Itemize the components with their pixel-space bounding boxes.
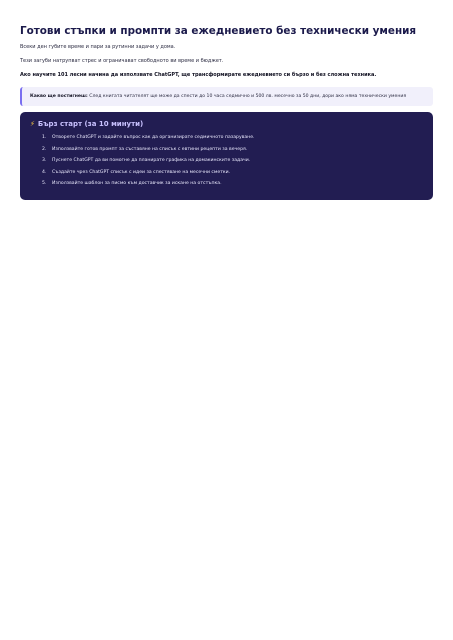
step-text: Използвайте шаблон за писмо към доставчик за искане на отстъпка. xyxy=(52,181,222,186)
step-text: Пуснете ChatGPT да ви помогне да планирате графика на домакинските задачи. xyxy=(52,158,251,163)
list-item xyxy=(42,155,421,167)
quick-start-header xyxy=(30,120,421,128)
step-number: 5. xyxy=(42,181,47,186)
lightning-icon: ⚡ xyxy=(30,120,35,128)
step-number: 3. xyxy=(42,158,47,163)
step-text: Отворете ChatGPT и задайте въпрос как да организирате седмичното пазаруване. xyxy=(52,135,255,140)
step-number: 1. xyxy=(42,135,47,140)
intro-paragraph-2: Тези загуби натрупват стрес и ограничават свободното ви време и бюджет. xyxy=(20,58,224,64)
list-item xyxy=(42,178,421,190)
outcome-callout xyxy=(20,87,433,106)
list-item xyxy=(42,144,421,156)
step-text: Създайте чрез ChatGPT списък с идеи за спестяване на месечни сметки. xyxy=(52,169,231,175)
callout-label: Какво ще постигнеш: xyxy=(30,94,88,99)
list-item xyxy=(42,167,421,179)
step-number: 4. xyxy=(42,169,47,175)
intro-paragraph-1: Всеки ден губите време и пари за рутинни задачи у дома. xyxy=(20,44,176,50)
step-number: 2. xyxy=(42,146,47,152)
quick-start-title: Бърз старт (за 10 минути) xyxy=(37,120,144,128)
quick-start-panel xyxy=(20,112,433,200)
intro-paragraph-3: Ако научите 101 лесни начина да използвате ChatGPT, ще трансформирате ежедневието си бързо и без сложна техника. xyxy=(20,72,377,78)
list-item xyxy=(42,132,421,144)
step-text: Използвайте готов промпт за съставяне на списък с евтини рецепти за вечеря. xyxy=(52,146,248,152)
quick-start-steps xyxy=(30,132,421,190)
page xyxy=(0,0,453,200)
callout-text: След книгата читателят ще може да спести до 10 часа седмично и 500 лв. месечно за 50 дни, дори ако няма технически умения xyxy=(87,94,407,99)
page-title: Готови стъпки и промпти за ежедневието без технически умения xyxy=(20,25,417,37)
